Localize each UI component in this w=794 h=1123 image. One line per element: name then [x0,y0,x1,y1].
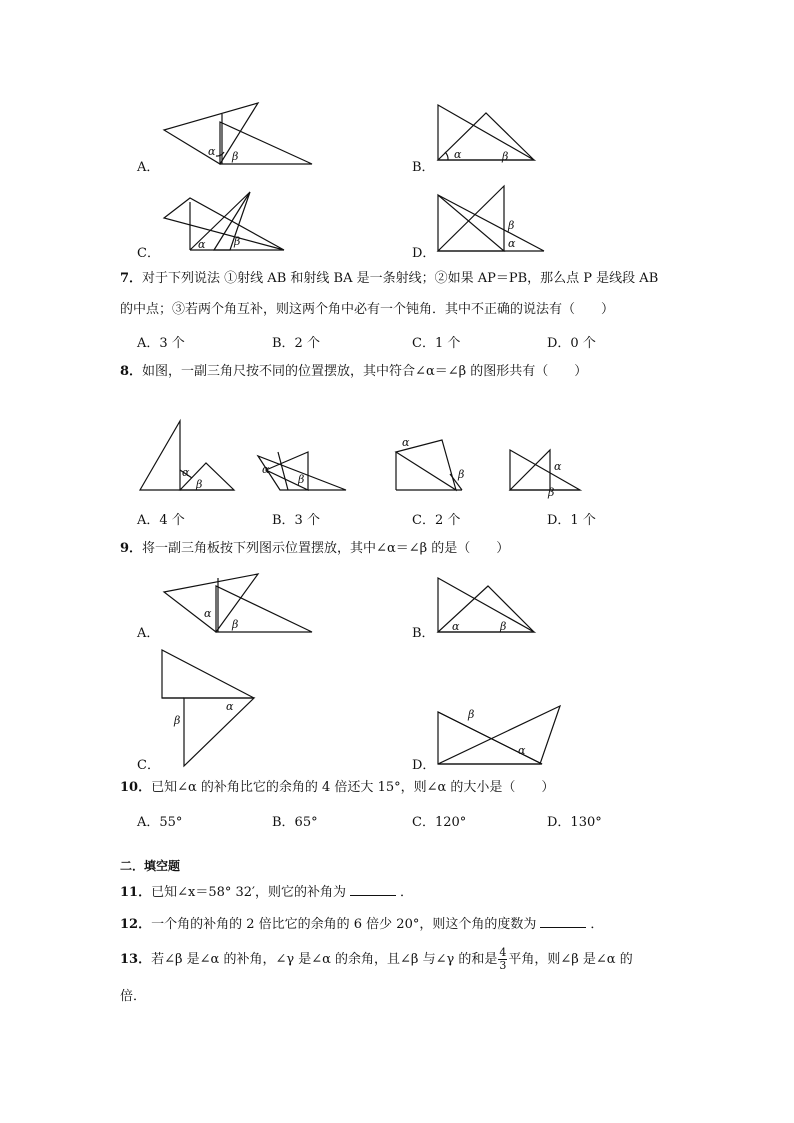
q10-line [120,779,554,797]
q11-answer-blank[interactable] [350,883,396,896]
section-2-title: 二．填空题 [120,859,181,873]
alpha-label: α [402,436,410,449]
q7-number: 7． [120,271,143,286]
q7-text-line2: 的中点；③若两个角互补，则这两个角中必有一个钝角．其中不正确的说法有（ ） [120,302,615,317]
q12-line [120,915,603,934]
beta-label: β [174,714,181,727]
q8-figure-3 [394,434,474,494]
beta-label: β [548,486,555,499]
q8-number: 8． [120,364,143,379]
alpha-label: α [208,145,216,158]
q13-text: 若∠β 是∠α 的补角，∠γ 是∠α 的余角，且∠β 与∠γ 的和是 [151,952,498,967]
q10-option-c[interactable]: C．120° [412,815,467,830]
q13-line [120,947,633,973]
alpha-label: α [554,460,562,473]
q8-figure-2 [254,448,350,494]
beta-label: β [500,620,507,633]
q8-option-b[interactable]: B．3 个 [272,513,320,528]
q8-option-a[interactable]: A．4 个 [137,513,185,528]
alpha-label: α [182,466,190,479]
q11-line [120,883,413,902]
q8-option-c[interactable]: C．2 个 [412,513,461,528]
q10-option-b[interactable]: B．65° [272,815,318,830]
q10-option-d[interactable]: D．130° [547,815,602,830]
beta-label: β [508,219,515,232]
q6-figure-c [160,188,290,256]
alpha-label: α [518,744,526,757]
beta-label: β [468,708,475,721]
q12-answer-blank[interactable] [540,915,586,928]
q6-option-a-label: A． [137,160,160,175]
q9-option-c-label: C． [137,758,160,773]
alpha-label: α [226,700,234,713]
q6-option-b-label: B． [412,160,435,175]
q13-fraction [498,947,507,972]
beta-label: β [458,468,465,481]
beta-label: β [196,478,203,491]
alpha-label: α [198,238,206,251]
q9-option-b-label: B． [412,626,435,641]
q10-option-a[interactable]: A．55° [137,815,183,830]
beta-label: β [232,618,239,631]
q6-figure-d [436,183,546,255]
q9-option-d-label: D． [412,758,436,773]
alpha-label: α [204,607,212,620]
q7-line1 [120,270,658,288]
q12-number: 12． [120,917,152,932]
q9-text: 将一副三角板按下列图示位置摆放，其中∠α＝∠β 的是（ ） [142,541,510,556]
q7-option-c[interactable]: C．1 个 [412,336,461,351]
alpha-label: α [454,148,462,161]
q8-line [120,363,587,381]
q11-end: ． [400,885,414,900]
beta-label: β [298,473,305,486]
q9-line [120,540,509,558]
beta-label: β [234,235,241,248]
alpha-label: α [262,463,270,476]
beta-label: β [232,150,239,163]
beta-label: β [502,150,509,163]
q7-option-d[interactable]: D．0 个 [547,336,596,351]
alpha-label: α [508,237,516,250]
fraction-denominator: 3 [499,959,507,972]
q6-figure-a [160,100,320,170]
q9-figure-d [436,702,566,768]
q11-number: 11． [120,885,152,900]
q11-text: 已知∠x＝58° 32′，则它的补角为 [151,885,346,900]
q9-figure-a [160,572,320,638]
q8-figure-4 [508,448,588,498]
q9-figure-b [436,576,540,636]
q6-option-c-label: C． [137,246,160,261]
q6-figure-b [436,103,540,167]
q13-number: 13． [120,952,152,967]
q12-text: 一个角的补角的 2 倍比它的余角的 6 倍少 20°，则这个角的度数为 [151,917,537,932]
fraction-numerator: 4 [499,946,507,959]
q9-option-a-label: A． [137,626,160,641]
q8-figure-1 [138,418,238,494]
q10-number: 10． [120,780,152,795]
q8-option-d[interactable]: D．1 个 [547,513,596,528]
q8-text: 如图，一副三角尺按不同的位置摆放，其中符合∠α＝∠β 的图形共有（ ） [142,364,588,379]
q9-figure-c [160,648,260,770]
q7-option-b[interactable]: B．2 个 [272,336,320,351]
q7-text-line1: 对于下列说法 ①射线 AB 和射线 BA 是一条射线；②如果 AP＝PB，那么点 P 是线段 AB [142,271,659,286]
q12-end: ． [590,917,604,932]
q9-number: 9． [120,541,143,556]
q13-line2: 倍． [120,989,147,1004]
alpha-label: α [452,620,460,633]
q6-option-d-label: D． [412,246,436,261]
q7-option-a[interactable]: A．3 个 [137,336,185,351]
q10-text: 已知∠α 的补角比它的余角的 4 倍还大 15°，则∠α 的大小是（ ） [151,780,555,795]
q13-text-after: 平角，则∠β 是∠α 的 [508,952,633,967]
